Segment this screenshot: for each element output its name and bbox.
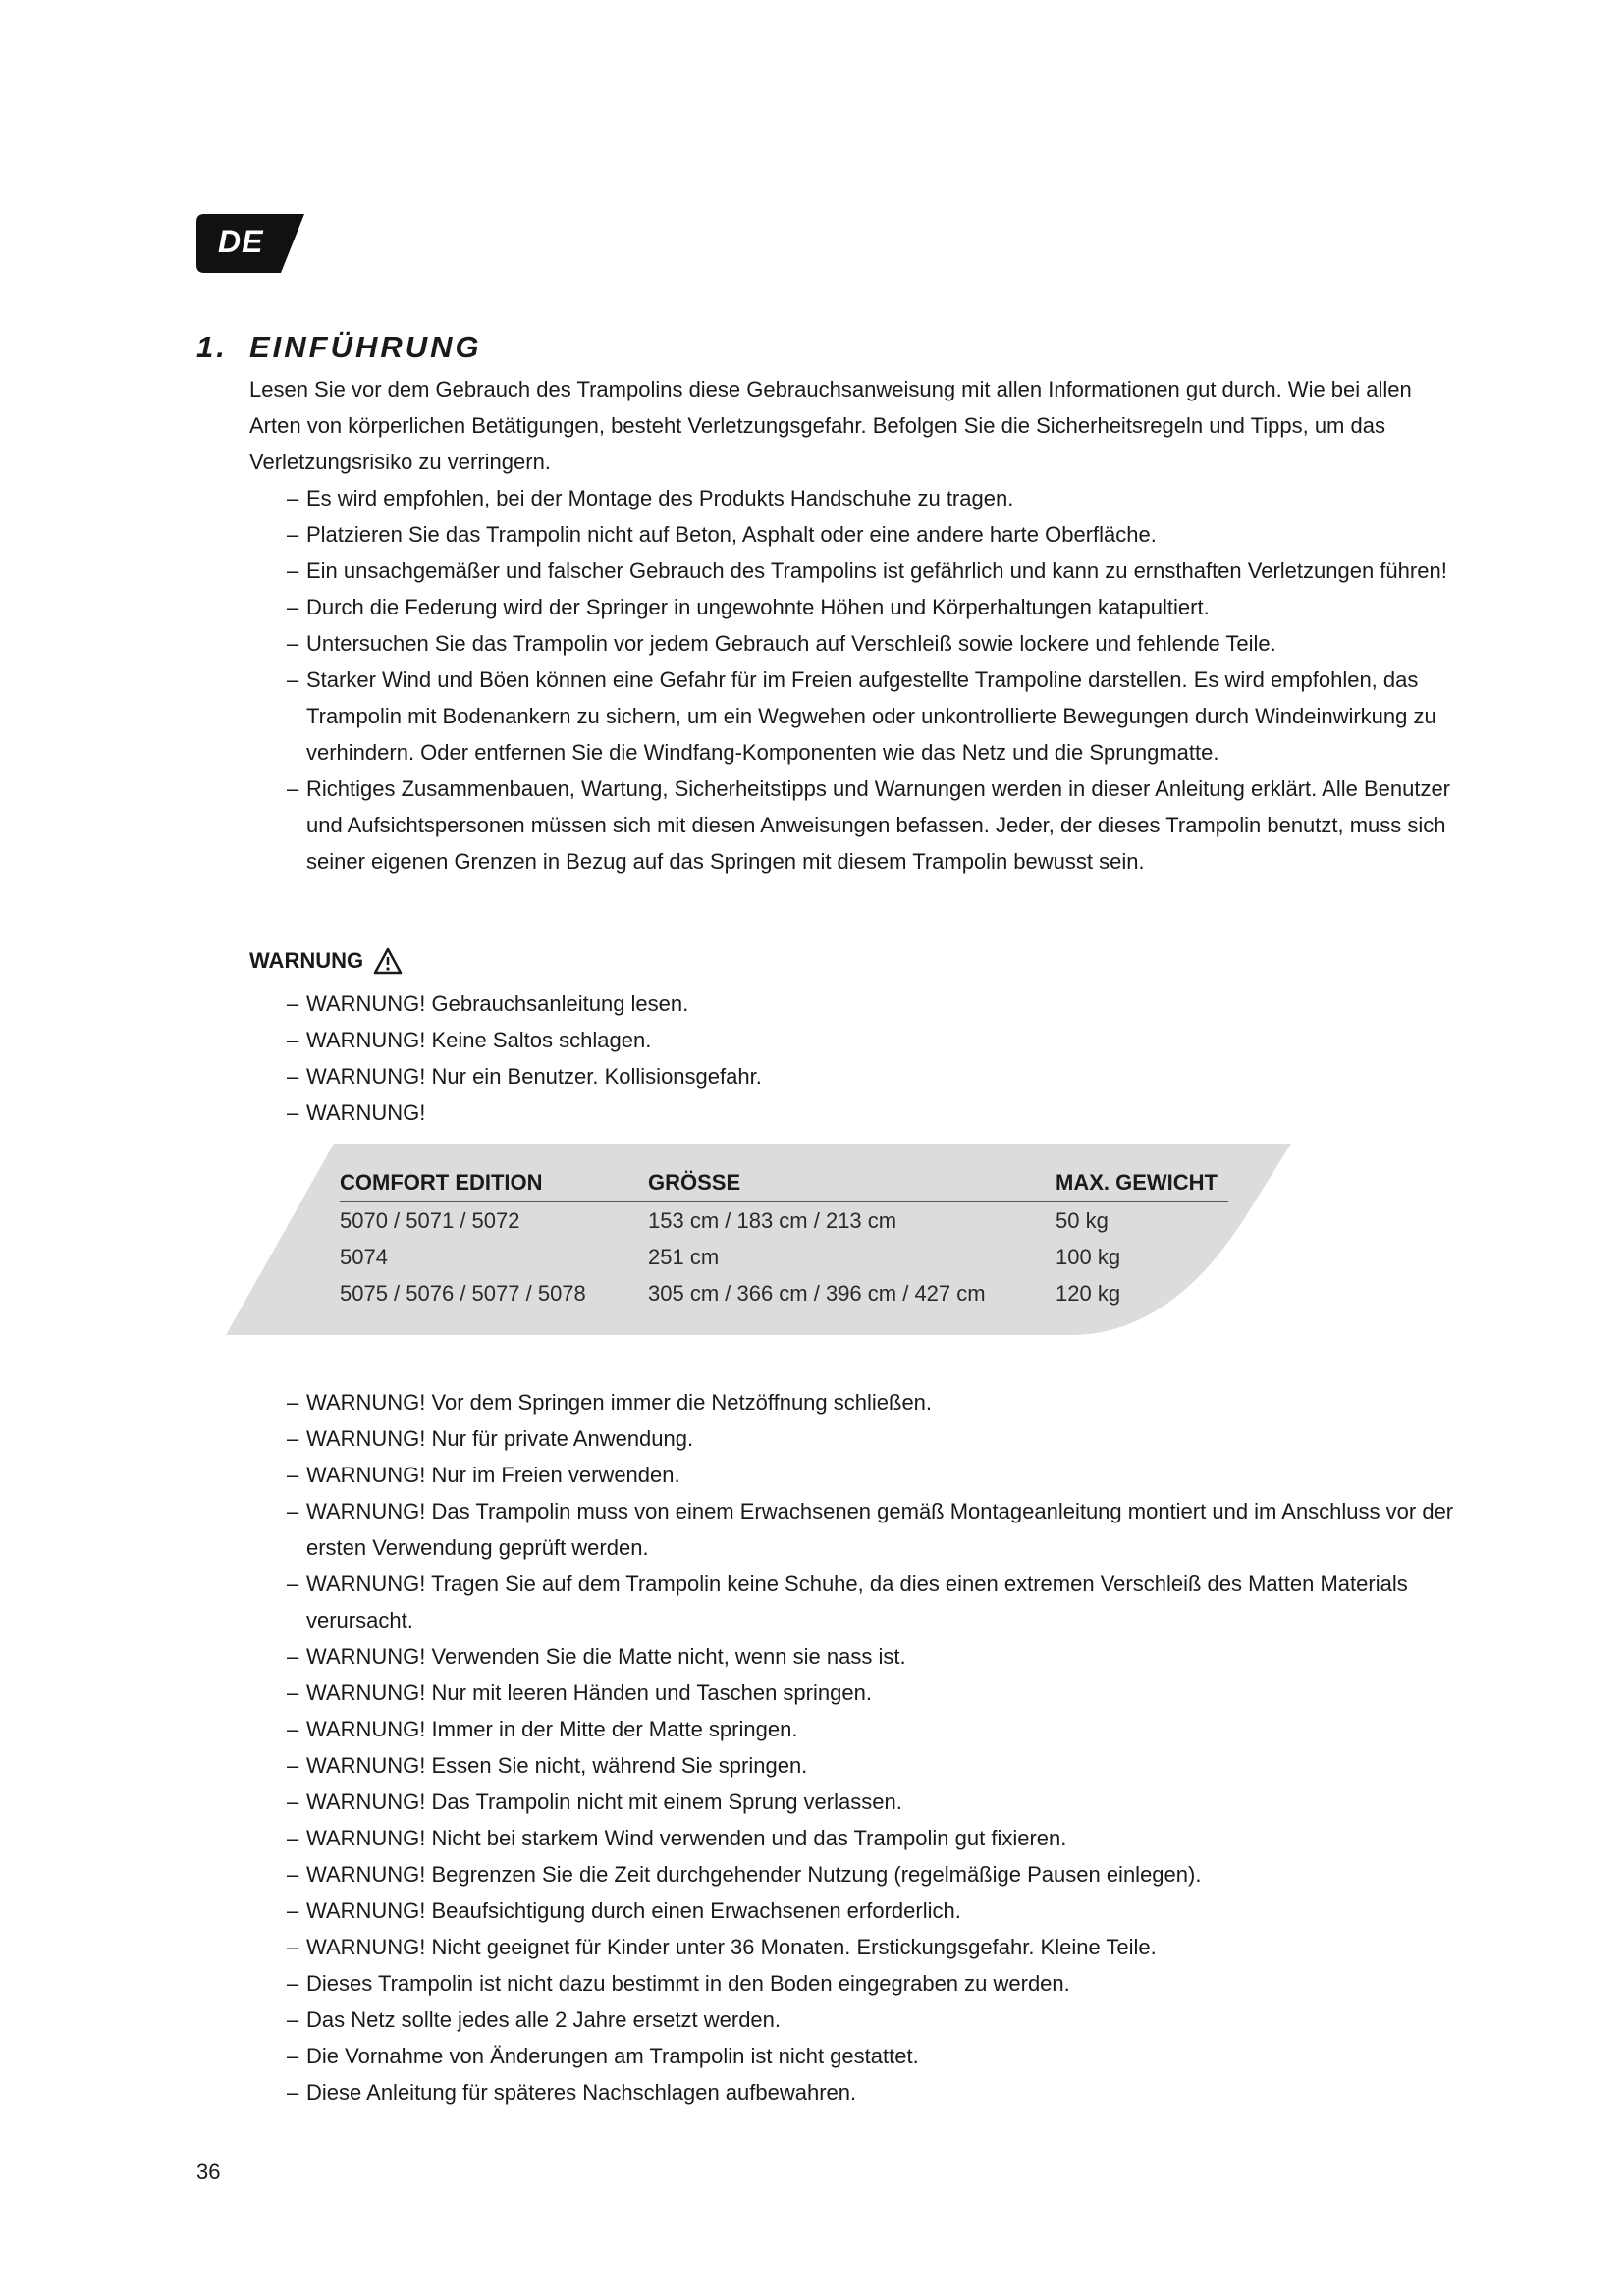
list-item: – Untersuchen Sie das Trampolin vor jedem Gebrauch auf Verschleiß sowie lockere und fehlende Teile. [287, 631, 1276, 656]
list-item: – Dieses Trampolin ist nicht dazu bestimmt in den Boden eingegraben zu werden. [287, 1971, 1070, 1996]
table-cell: 100 kg [1056, 1244, 1121, 1269]
list-item: – WARNUNG! Verwenden Sie die Matte nicht, wenn sie nass ist. [287, 1644, 906, 1669]
list-item: – WARNUNG! Tragen Sie auf dem Trampolin keine Schuhe, da dies einen extremen Verschleiß des Matten Materials verursacht. [287, 1572, 1408, 1632]
table-cell: 5070 / 5071 / 5072 [340, 1207, 520, 1233]
list-item: – WARNUNG! Das Trampolin nicht mit einem Sprung verlassen. [287, 1789, 902, 1814]
section-number: 1. [196, 330, 228, 364]
page-number: 36 [196, 2160, 221, 2184]
table-cell: 50 kg [1056, 1207, 1109, 1233]
table-cell: 120 kg [1056, 1280, 1121, 1306]
table-row [340, 1275, 1228, 1311]
list-item: – Durch die Federung wird der Springer in ungewohnte Höhen und Körperhaltungen katapultiert. [287, 595, 1210, 619]
list-item: – Die Vornahme von Änderungen am Trampolin ist nicht gestattet. [287, 2044, 919, 2068]
table-row [340, 1239, 1228, 1275]
list-item: – Starker Wind und Böen können eine Gefahr für im Freien aufgestellte Trampoline darstellen. Es wird empfohlen, das Trampolin mit Bodenankern zu sichern, um ein Wegwehen oder unkontrollierte Bewegungen durch Windeinwirkung zu verhindern. Oder entfernen Sie die Windfang-Komponenten wie das Netz und die Sprungmatte. [287, 667, 1436, 765]
list-item: – WARNUNG! Nur im Freien verwenden. [287, 1463, 680, 1487]
warning-heading [249, 947, 403, 975]
list-item: – WARNUNG! Beaufsichtigung durch einen Erwachsenen erforderlich. [287, 1898, 961, 1923]
size-table [340, 1169, 1228, 1311]
list-item: – WARNUNG! Begrenzen Sie die Zeit durchgehender Nutzung (regelmäßige Pausen einlegen). [287, 1862, 1202, 1887]
list-item: – Diese Anleitung für späteres Nachschlagen aufbewahren. [287, 2080, 857, 2105]
table-row [340, 1201, 1228, 1239]
list-item: – WARNUNG! Immer in der Mitte der Matte springen. [287, 1717, 798, 1741]
table-cell: 153 cm / 183 cm / 213 cm [648, 1207, 897, 1233]
language-badge [196, 214, 304, 273]
list-item: – WARNUNG! Das Trampolin muss von einem Erwachsenen gemäß Montageanleitung montiert und im Anschluss vor der ersten Verwendung geprüft werden. [287, 1499, 1454, 1560]
section-title [196, 330, 482, 365]
table-cell: 305 cm / 366 cm / 396 cm / 427 cm [648, 1280, 986, 1306]
column-header-edition: COMFORT EDITION [340, 1169, 648, 1201]
language-badge-label: DE [218, 224, 264, 259]
list-item: – WARNUNG! Nur ein Benutzer. Kollisionsgefahr. [287, 1064, 762, 1089]
warning-triangle-icon [373, 947, 403, 975]
intro-paragraph: Lesen Sie vor dem Gebrauch des Trampolins diese Gebrauchsanweisung mit allen Informationen gut durch. Wie bei allen Arten von körperlichen Betätigungen, besteht Verletzungsgefahr. Befolgen Sie die Sicherheitsregeln und Tipps, um das Verletzungsrisiko zu verringern. [249, 377, 1412, 474]
table-header-row [340, 1169, 1228, 1201]
list-item: – Es wird empfohlen, bei der Montage des Produkts Handschuhe zu tragen. [287, 486, 1014, 510]
warning-heading-text: WARNUNG [249, 948, 364, 973]
list-item: – WARNUNG! [287, 1100, 426, 1125]
intro-list [267, 480, 1465, 880]
table-cell: 251 cm [648, 1244, 720, 1269]
list-item: – WARNUNG! Nicht bei starkem Wind verwenden und das Trampolin gut fixieren. [287, 1826, 1067, 1850]
table-cell: 5075 / 5076 / 5077 / 5078 [340, 1280, 586, 1306]
list-item: – WARNUNG! Vor dem Springen immer die Netzöffnung schließen. [287, 1390, 933, 1415]
list-item: – WARNUNG! Essen Sie nicht, während Sie springen. [287, 1753, 808, 1778]
list-item: – WARNUNG! Nur für private Anwendung. [287, 1426, 694, 1451]
warning-list-second [267, 1384, 1465, 2110]
column-header-size: GRÖSSE [648, 1169, 1056, 1201]
warning-list-first [267, 986, 1465, 1131]
list-item: – WARNUNG! Keine Saltos schlagen. [287, 1028, 652, 1052]
section-title-text: EINFÜHRUNG [249, 330, 482, 364]
size-table-panel [226, 1144, 1291, 1335]
list-item: – WARNUNG! Nur mit leeren Händen und Taschen springen. [287, 1681, 872, 1705]
list-item: – Richtiges Zusammenbauen, Wartung, Sicherheitstipps und Warnungen werden in dieser Anleitung erklärt. Alle Benutzer und Aufsichtspersonen müssen sich mit diesen Anweisungen befassen. Jeder, der dieses Trampolin benutzt, muss sich seiner eigenen Grenzen in Bezug auf das Springen mit diesem Trampolin bewusst sein. [287, 776, 1451, 874]
table-cell: 5074 [340, 1244, 388, 1269]
column-header-weight: MAX. GEWICHT [1056, 1169, 1228, 1201]
list-item: – Ein unsachgemäßer und falscher Gebrauch des Trampolins ist gefährlich und kann zu ernsthaften Verletzungen führen! [287, 559, 1447, 583]
list-item: – WARNUNG! Nicht geeignet für Kinder unter 36 Monaten. Erstickungsgefahr. Kleine Teile. [287, 1935, 1157, 1959]
list-item: – WARNUNG! Gebrauchsanleitung lesen. [287, 991, 689, 1016]
list-item: – Das Netz sollte jedes alle 2 Jahre ersetzt werden. [287, 2007, 782, 2032]
list-item: – Platzieren Sie das Trampolin nicht auf Beton, Asphalt oder eine andere harte Oberfläche. [287, 522, 1157, 547]
